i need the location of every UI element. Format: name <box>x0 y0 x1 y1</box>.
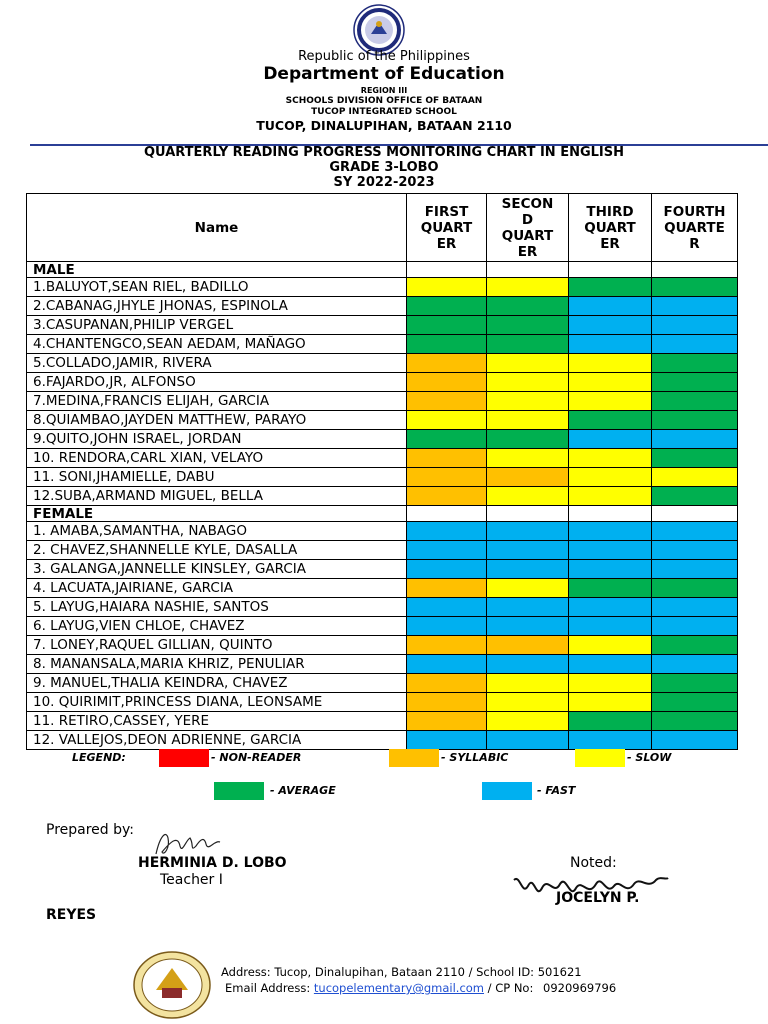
q2-level-cell <box>487 297 569 316</box>
school-logo <box>132 950 212 1020</box>
q2-level-cell <box>487 655 569 674</box>
q2-level-cell <box>487 598 569 617</box>
header-q1: FIRST QUART ER <box>407 194 487 262</box>
q4-level-cell <box>652 487 738 506</box>
q4-level-cell <box>652 598 738 617</box>
table-row <box>27 522 738 541</box>
empty-cell <box>569 262 652 278</box>
email-link[interactable]: tucopelementary@gmail.com <box>313 981 485 995</box>
email-label: Email Address: <box>225 981 311 995</box>
student-name: 8. MANANSALA,MARIA KHRIZ, PENULIAR <box>27 655 407 674</box>
student-name: 3.CASUPANAN,PHILIP VERGEL <box>27 316 407 335</box>
table-row <box>27 674 738 693</box>
q4-level-cell <box>652 522 738 541</box>
q4-level-cell <box>652 674 738 693</box>
student-name: 7. LONEY,RAQUEL GILLIAN, QUINTO <box>27 636 407 655</box>
cp-label: / CP No: <box>487 981 534 995</box>
student-name: 3. GALANGA,JANNELLE KINSLEY, GARCIA <box>27 560 407 579</box>
legend-swatch-fast <box>482 782 532 800</box>
table-row <box>27 449 738 468</box>
q3-level-cell <box>569 316 652 335</box>
male-section-label: MALE <box>27 262 407 278</box>
table-row <box>27 693 738 712</box>
table-row <box>27 468 738 487</box>
q1-level-cell <box>407 712 487 731</box>
q1-level-cell <box>407 617 487 636</box>
header-q2: SECON D QUART ER <box>487 194 569 262</box>
q2-level-cell <box>487 449 569 468</box>
q2-level-cell <box>487 392 569 411</box>
republic-line: Republic of the Philippines <box>298 49 470 64</box>
school-address-line: TUCOP, DINALUPIHAN, BATAAN 2110 <box>256 118 512 133</box>
table-row <box>27 617 738 636</box>
male-section-row <box>27 262 738 278</box>
q4-level-cell <box>652 712 738 731</box>
q2-level-cell <box>487 674 569 693</box>
q2-level-cell <box>487 731 569 750</box>
student-name: 5.COLLADO,JAMIR, RIVERA <box>27 354 407 373</box>
q4-level-cell <box>652 354 738 373</box>
q4-level-cell <box>652 731 738 750</box>
q2-level-cell <box>487 373 569 392</box>
footer-address: Address: Tucop, Dinalupihan, Bataan 2110 / School ID: 501621 <box>221 965 582 979</box>
student-name: 10. QUIRIMIT,PRINCESS DIANA, LEONSAME <box>27 693 407 712</box>
prepared-by-label: Prepared by: <box>46 822 134 838</box>
q3-level-cell <box>569 449 652 468</box>
student-name: 1. AMABA,SAMANTHA, NABAGO <box>27 522 407 541</box>
legend-swatch-slow <box>575 749 625 767</box>
table-row <box>27 560 738 579</box>
table-row <box>27 297 738 316</box>
q3-level-cell <box>569 712 652 731</box>
q3-level-cell <box>569 522 652 541</box>
legend-slow: - SLOW <box>627 751 672 764</box>
q3-level-cell <box>569 411 652 430</box>
student-name: 7.MEDINA,FRANCIS ELIJAH, GARCIA <box>27 392 407 411</box>
female-section-label: FEMALE <box>27 506 407 522</box>
legend-swatch-average <box>214 782 264 800</box>
cp-number: 0920969796 <box>543 981 617 995</box>
table-row <box>27 731 738 750</box>
student-name: 6.FAJARDO,JR, ALFONSO <box>27 373 407 392</box>
q2-level-cell <box>487 617 569 636</box>
q2-level-cell <box>487 430 569 449</box>
q2-level-cell <box>487 278 569 297</box>
empty-cell <box>652 506 738 522</box>
q3-level-cell <box>569 430 652 449</box>
table-row <box>27 392 738 411</box>
q4-level-cell <box>652 693 738 712</box>
q2-level-cell <box>487 541 569 560</box>
student-name: 8.QUIAMBAO,JAYDEN MATTHEW, PARAYO <box>27 411 407 430</box>
student-name: 2. CHAVEZ,SHANNELLE KYLE, DASALLA <box>27 541 407 560</box>
q1-level-cell <box>407 297 487 316</box>
division-line: SCHOOLS DIVISION OFFICE OF BATAAN <box>285 96 483 106</box>
table-row <box>27 411 738 430</box>
q1-level-cell <box>407 674 487 693</box>
q4-level-cell <box>652 278 738 297</box>
student-name: 2.CABANAG,JHYLE JHONAS, ESPINOLA <box>27 297 407 316</box>
preparer-name: HERMINIA D. LOBO <box>138 855 287 871</box>
q3-level-cell <box>569 373 652 392</box>
table-row <box>27 335 738 354</box>
q4-level-cell <box>652 449 738 468</box>
female-section-row <box>27 506 738 522</box>
q3-level-cell <box>569 636 652 655</box>
q4-level-cell <box>652 411 738 430</box>
q4-level-cell <box>652 655 738 674</box>
q3-level-cell <box>569 674 652 693</box>
legend-label: LEGEND: <box>72 751 126 764</box>
school-line: TUCOP INTEGRATED SCHOOL <box>311 107 457 117</box>
empty-cell <box>569 506 652 522</box>
header-q3: THIRD QUART ER <box>569 194 652 262</box>
q2-level-cell <box>487 468 569 487</box>
table-row <box>27 598 738 617</box>
q1-level-cell <box>407 430 487 449</box>
table-row <box>27 354 738 373</box>
table-row <box>27 541 738 560</box>
q2-level-cell <box>487 693 569 712</box>
legend-fast: - FAST <box>537 784 576 797</box>
empty-cell <box>407 262 487 278</box>
q2-level-cell <box>487 411 569 430</box>
student-name: 4.CHANTENGCO,SEAN AEDAM, MAÑAGO <box>27 335 407 354</box>
legend-syllabic: - SYLLABIC <box>441 751 509 764</box>
table-row <box>27 430 738 449</box>
q3-level-cell <box>569 392 652 411</box>
student-name: 11. RETIRO,CASSEY, YERE <box>27 712 407 731</box>
table-row <box>27 636 738 655</box>
legend-swatch-syllabic <box>389 749 439 767</box>
q4-level-cell <box>652 560 738 579</box>
q1-level-cell <box>407 598 487 617</box>
q2-level-cell <box>487 712 569 731</box>
q2-level-cell <box>487 487 569 506</box>
q3-level-cell <box>569 468 652 487</box>
q3-level-cell <box>569 560 652 579</box>
q1-level-cell <box>407 560 487 579</box>
student-name: 11. SONI,JHAMIELLE, DABU <box>27 468 407 487</box>
q4-level-cell <box>652 392 738 411</box>
grade-line: GRADE 3-LOBO <box>329 160 439 175</box>
q3-level-cell <box>569 487 652 506</box>
q1-level-cell <box>407 541 487 560</box>
table-row <box>27 579 738 598</box>
student-name: 10. RENDORA,CARL XIAN, VELAYO <box>27 449 407 468</box>
student-name: 12. VALLEJOS,DEON ADRIENNE, GARCIA <box>27 731 407 750</box>
q4-level-cell <box>652 617 738 636</box>
q3-level-cell <box>569 541 652 560</box>
student-name: 4. LACUATA,JAIRIANE, GARCIA <box>27 579 407 598</box>
student-name: 5. LAYUG,HAIARA NASHIE, SANTOS <box>27 598 407 617</box>
q1-level-cell <box>407 316 487 335</box>
empty-cell <box>487 506 569 522</box>
q1-level-cell <box>407 487 487 506</box>
q1-level-cell <box>407 655 487 674</box>
student-name: 6. LAYUG,VIEN CHLOE, CHAVEZ <box>27 617 407 636</box>
empty-cell <box>407 506 487 522</box>
region-line: REGION III <box>360 86 408 95</box>
q1-level-cell <box>407 373 487 392</box>
q2-level-cell <box>487 560 569 579</box>
table-row <box>27 655 738 674</box>
q1-level-cell <box>407 354 487 373</box>
q1-level-cell <box>407 693 487 712</box>
q3-level-cell <box>569 731 652 750</box>
empty-cell <box>652 262 738 278</box>
q4-level-cell <box>652 579 738 598</box>
legend-average: - AVERAGE <box>270 784 336 797</box>
legend-swatch-non-reader <box>159 749 209 767</box>
header-name: Name <box>27 194 407 262</box>
q3-level-cell <box>569 335 652 354</box>
q4-level-cell <box>652 297 738 316</box>
q2-level-cell <box>487 522 569 541</box>
q4-level-cell <box>652 430 738 449</box>
q4-level-cell <box>652 541 738 560</box>
q3-level-cell <box>569 617 652 636</box>
q4-level-cell <box>652 335 738 354</box>
q4-level-cell <box>652 636 738 655</box>
noter-name: JOCELYN P. <box>556 890 640 906</box>
table-row <box>27 712 738 731</box>
footer-contact <box>225 981 616 995</box>
q3-level-cell <box>569 655 652 674</box>
q1-level-cell <box>407 731 487 750</box>
progress-table <box>26 193 738 750</box>
q2-level-cell <box>487 579 569 598</box>
q1-level-cell <box>407 278 487 297</box>
q2-level-cell <box>487 354 569 373</box>
header-q4: FOURTH QUARTE R <box>652 194 738 262</box>
table-row <box>27 316 738 335</box>
q1-level-cell <box>407 449 487 468</box>
q1-level-cell <box>407 468 487 487</box>
q1-level-cell <box>407 579 487 598</box>
q3-level-cell <box>569 598 652 617</box>
q1-level-cell <box>407 392 487 411</box>
student-name: 9. MANUEL,THALIA KEINDRA, CHAVEZ <box>27 674 407 693</box>
q3-level-cell <box>569 354 652 373</box>
q4-level-cell <box>652 468 738 487</box>
noter-surname: REYES <box>46 907 97 923</box>
table-row <box>27 487 738 506</box>
legend-non-reader: - NON-READER <box>211 751 302 764</box>
q2-level-cell <box>487 335 569 354</box>
table-row <box>27 278 738 297</box>
school-year-line: SY 2022-2023 <box>333 175 435 190</box>
chart-title: QUARTERLY READING PROGRESS MONITORING CHART IN ENGLISH <box>143 145 624 160</box>
q4-level-cell <box>652 373 738 392</box>
q1-level-cell <box>407 335 487 354</box>
q3-level-cell <box>569 297 652 316</box>
q4-level-cell <box>652 316 738 335</box>
q1-level-cell <box>407 636 487 655</box>
table-row <box>27 373 738 392</box>
q2-level-cell <box>487 636 569 655</box>
q3-level-cell <box>569 579 652 598</box>
q1-level-cell <box>407 522 487 541</box>
student-name: 1.BALUYOT,SEAN RIEL, BADILLO <box>27 278 407 297</box>
student-name: 12.SUBA,ARMAND MIGUEL, BELLA <box>27 487 407 506</box>
empty-cell <box>487 262 569 278</box>
q3-level-cell <box>569 693 652 712</box>
preparer-title: Teacher I <box>160 872 223 888</box>
q1-level-cell <box>407 411 487 430</box>
q3-level-cell <box>569 278 652 297</box>
q2-level-cell <box>487 316 569 335</box>
noted-label: Noted: <box>570 855 617 871</box>
department-title: Department of Education <box>263 64 505 84</box>
student-name: 9.QUITO,JOHN ISRAEL, JORDAN <box>27 430 407 449</box>
